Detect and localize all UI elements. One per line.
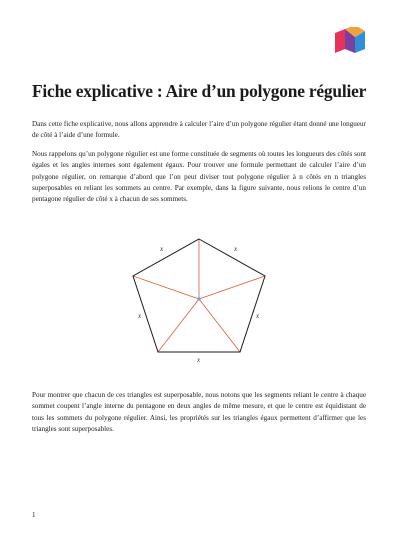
definition-paragraph: Nous rappelons qu’un polygone régulier est une forme constituée de segments où toutes les longueurs des côtés sont égales et les angles internes sont également égaux. Pour trouver une formule permettant de calculer l’aire d’un polygone régulier, on remarque d’abord que l’on peut diviser tout polygone régulier à n côtés en n triangles superposables en reliant les sommets au centre. Par exemple, dans la figure suivante, nous relions le centre d’un pentagone régulier de côté x à chacun de ses sommets. bbox=[32, 150, 366, 204]
intro-paragraph: Dans cette fiche explicative, nous allons apprendre à calculer l’aire d’un polygone régulier étant donné une longueur de côté à l’aide d’une formule. bbox=[32, 120, 366, 140]
radius-line bbox=[199, 276, 265, 299]
page-number: 1 bbox=[32, 511, 36, 519]
brand-logo bbox=[333, 27, 367, 55]
center-point bbox=[197, 297, 201, 301]
radius-line bbox=[133, 276, 199, 299]
side-label-left: x bbox=[138, 312, 142, 320]
radius-line bbox=[158, 299, 199, 352]
side-label-top-right: x bbox=[234, 245, 238, 253]
congruence-paragraph: Pour montrer que chacun de ces triangles est superposable, nous notons que les segments reliant le centre à chaque sommet coupent l’angle interne du pentagone en deux angles de même mesure, et que le centre est équidistant de tous les sommets du polygone régulier. Ainsi, les propriétés sur les triangles égaux permettent d’affirmer que les triangles sont superposables. bbox=[32, 391, 366, 433]
side-label-right: x bbox=[256, 312, 260, 320]
side-label-bottom: x bbox=[197, 356, 201, 364]
pentagon-diagram bbox=[124, 238, 274, 364]
pentagon-figure bbox=[124, 238, 274, 364]
side-label-top-left: x bbox=[160, 245, 164, 253]
radius-line bbox=[199, 299, 240, 352]
page-title: Fiche explicative : Aire d’un polygone régulier bbox=[32, 81, 367, 101]
